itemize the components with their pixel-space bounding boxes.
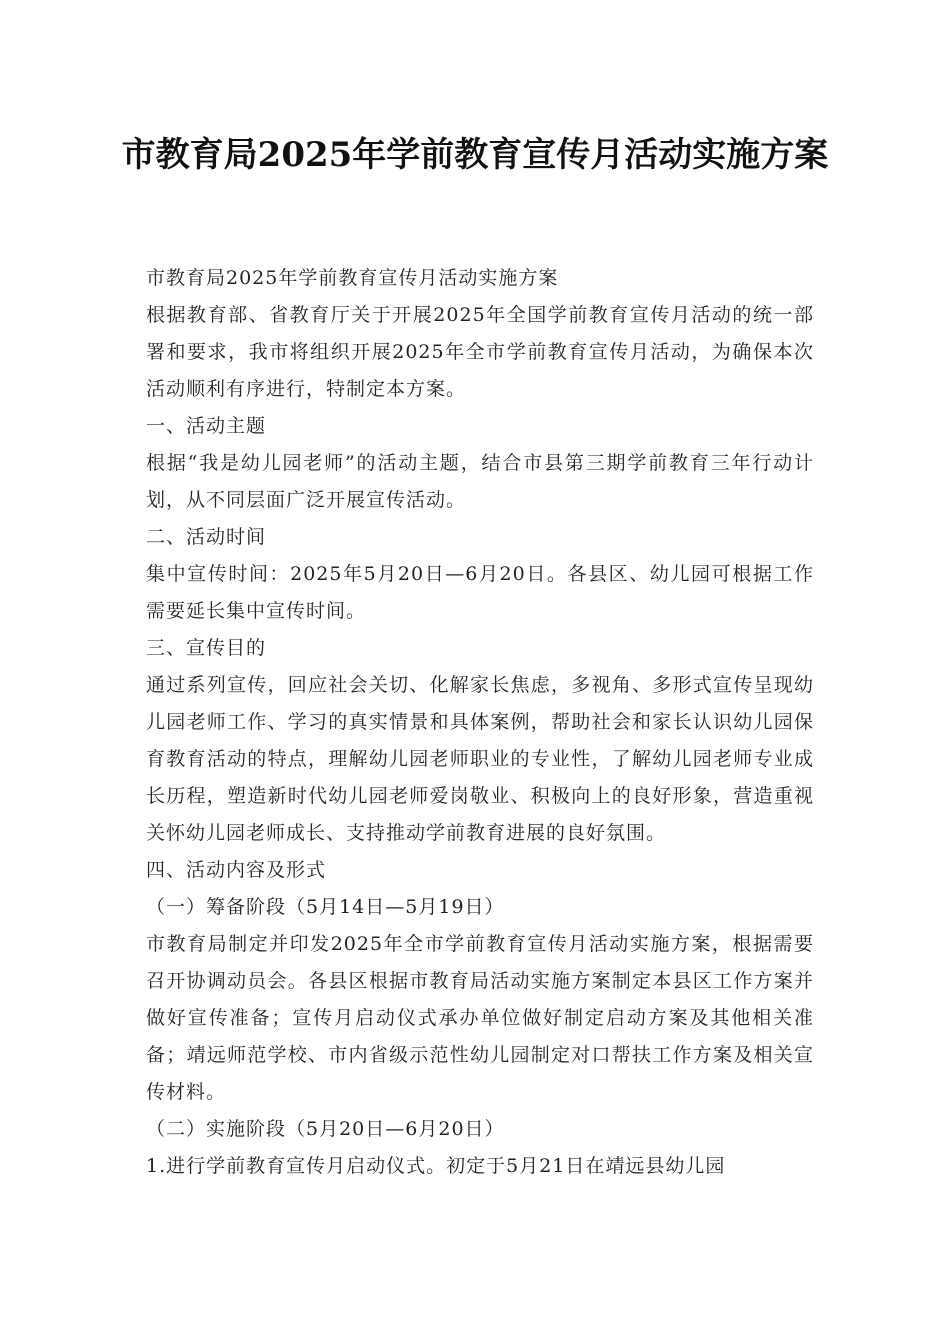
paragraph-intro: 根据教育部、省教育厅关于开展2025年全国学前教育宣传月活动的统一部署和要求，我市将组织开展2025年全市学前教育宣传月活动，为确保本次活动顺利有序进行，特制定本方案。 bbox=[146, 304, 814, 400]
subsection-heading-implementation: （二）实施阶段（5月20日—6月20日） bbox=[146, 1118, 505, 1140]
paragraph-time: 集中宣传时间：2025年5月20日—6月20日。各县区、幼儿园可根据工作需要延长集中宣传时间。 bbox=[146, 563, 814, 622]
section-heading-content: 四、活动内容及形式 bbox=[146, 859, 327, 881]
paragraph-heading-repeat: 市教育局2025年学前教育宣传月活动实施方案 bbox=[146, 267, 559, 289]
document-body bbox=[146, 260, 814, 1185]
paragraph-implementation-1: 1.进行学前教育宣传月启动仪式。初定于5月21日在靖远县幼儿园 bbox=[146, 1155, 726, 1177]
document-title: 市教育局2025年学前教育宣传月活动实施方案 bbox=[121, 135, 829, 175]
section-heading-time: 二、活动时间 bbox=[146, 526, 267, 548]
section-heading-purpose: 三、宣传目的 bbox=[146, 637, 267, 659]
paragraph-purpose: 通过系列宣传，回应社会关切、化解家长焦虑，多视角、多形式宣传呈现幼儿园老师工作、学习的真实情景和具体案例，帮助社会和家长认识幼儿园保育教育活动的特点，理解幼儿园老师职业的专业性，了解幼儿园老师专业成长历程，塑造新时代幼儿园老师爱岗敬业、积极向上的良好形象，营造重视关怀幼儿园老师成长、支持推动学前教育进展的良好氛围。 bbox=[146, 674, 814, 844]
paragraph-prep: 市教育局制定并印发2025年全市学前教育宣传月活动实施方案，根据需要召开协调动员会。各县区根据市教育局活动实施方案制定本县区工作方案并做好宣传准备；宣传月启动仪式承办单位做好制定启动方案及其他相关准备；靖远师范学校、市内省级示范性幼儿园制定对口帮扶工作方案及相关宣传材料。 bbox=[146, 933, 814, 1103]
section-heading-theme: 一、活动主题 bbox=[146, 415, 267, 437]
paragraph-theme: 根据“我是幼儿园老师”的活动主题，结合市县第三期学前教育三年行动计划，从不同层面广泛开展宣传活动。 bbox=[146, 452, 814, 511]
subsection-heading-prep: （一）筹备阶段（5月14日—5月19日） bbox=[146, 896, 505, 918]
